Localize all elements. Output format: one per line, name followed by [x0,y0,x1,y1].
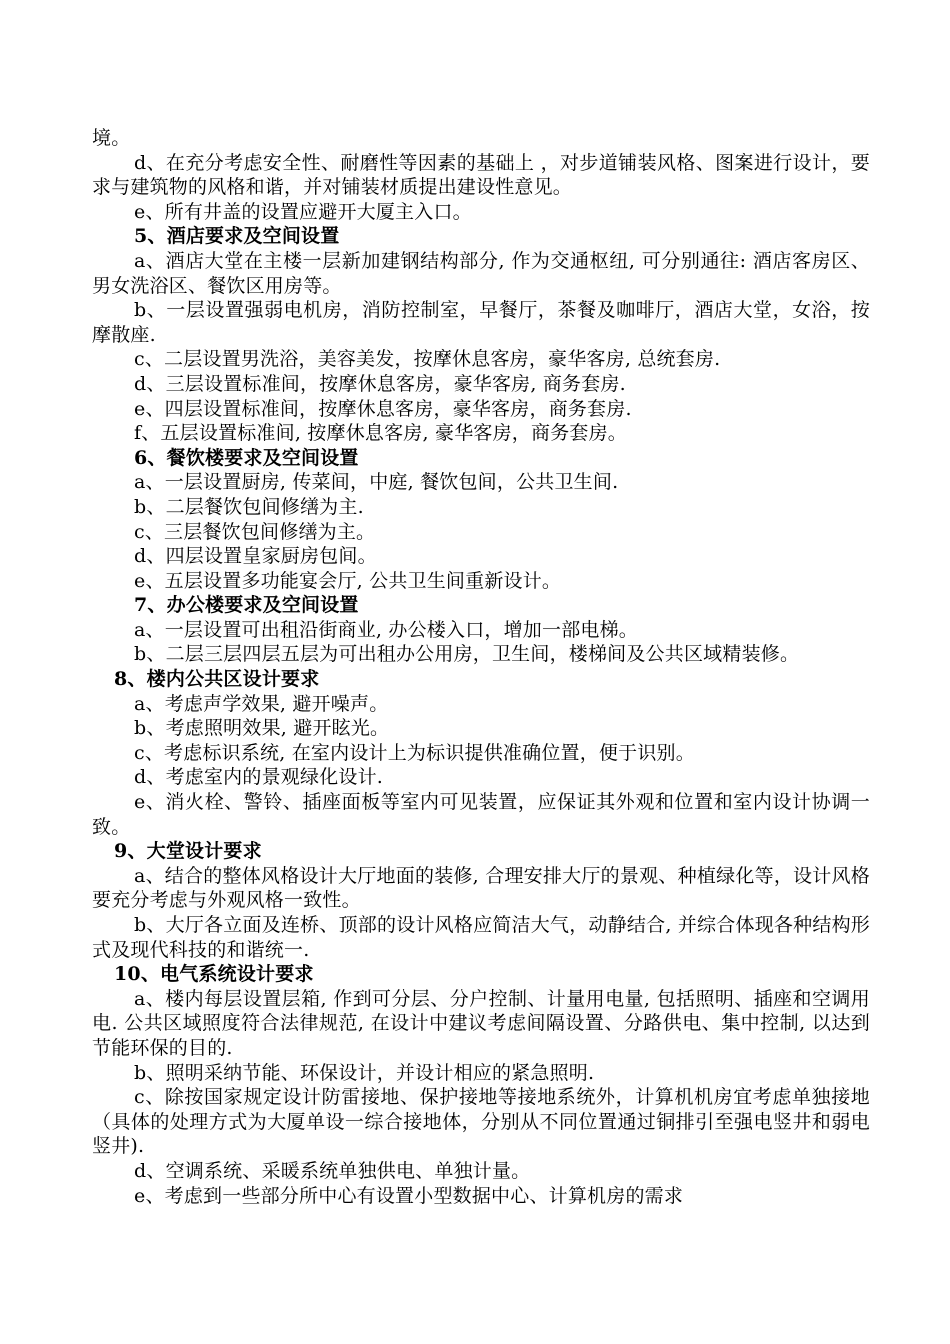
list-item: e、五层设置多功能宴会厅, 公共卫生间重新设计。 [134,569,562,592]
list-item: e、所有井盖的设置应避开大厦主入口。 [134,200,472,223]
list-item: c、三层餐饮包间修缮为主。 [134,520,376,543]
list-item: c、二层设置男洗浴，美容美发，按摩休息客房，豪华客房, 总统套房. [134,348,721,371]
section-heading: 7、办公楼要求及空间设置 [134,594,359,617]
list-item: a、一层设置可出租沿街商业, 办公楼入口，增加一部电梯。 [134,618,639,641]
section-heading: 5、酒店要求及空间设置 [134,225,340,248]
section-heading: 8、楼内公共区设计要求 [114,668,320,691]
document-body [92,126,870,1208]
list-item: f、五层设置标准间, 按摩休息客房, 豪华客房，商务套房。 [134,422,627,445]
list-item: a、考虑声学效果, 避开噪声。 [134,692,389,715]
list-item: a、一层设置厨房, 传菜间，中庭, 餐饮包间，公共卫生间. [134,471,619,494]
list-item: b、考虑照明效果, 避开眩光。 [134,717,390,740]
list-item: e、四层设置标准间，按摩休息客房，豪华客房，商务套房. [134,397,632,420]
list-item: d、四层设置皇家厨房包间。 [134,545,377,568]
list-item: c、考虑标识系统, 在室内设计上为标识提供准确位置，便于识别。 [134,741,695,764]
section-heading: 10、电气系统设计要求 [114,963,314,986]
list-item: b、二层三层四层五层为可出租办公用房，卫生间，楼梯间及公共区域精装修。 [134,643,800,666]
list-item: d、空调系统、采暖系统单独供电、单独计量。 [134,1159,531,1182]
list-item: b、一层设置强弱电机房，消防控制室，早餐厅，茶餐及咖啡厅，酒店大堂，女浴，按摩散座. [92,299,870,346]
list-item: d、三层设置标准间，按摩休息客房，豪华客房, 商务套房. [134,372,626,395]
section-heading: 9、大堂设计要求 [114,840,262,863]
list-item: b、二层餐饮包间修缮为主. [134,495,364,518]
list-item: d、在充分考虑安全性、耐磨性等因素的基础上 ，对步道铺装风格、图案进行设计，要求与建筑物的风格和谐，并对铺装材质提出建设性意见。 [92,151,870,199]
list-item: e、考虑到一些部分所中心有设置小型数据中心、计算机房的需求 [134,1184,684,1207]
list-item: c、除按国家规定设计防雷接地、保护接地等接地系统外，计算机机房宜考虑单独接地（具体的处理方式为大厦单设一综合接地体，分别从不同位置通过铜排引至强电竖井和弱电竖井). [92,1086,870,1158]
list-item: a、酒店大堂在主楼一层新加建钢结构部分, 作为交通枢纽, 可分别通往: 酒店客房区、男女洗浴区、餐饮区用房等。 [92,249,870,297]
list-item: b、照明采纳节能、环保设计，并设计相应的紧急照明. [134,1061,595,1084]
paragraph-continuation: 境。 [92,127,131,149]
list-item: a、楼内每层设置层箱, 作到可分层、分户控制、计量用电量, 包括照明、插座和空调用电. 公共区域照度符合法律规范, 在设计中建议考虑间隔设置、分路供电、集中控制, 以达到节能环保的目的. [92,987,870,1059]
section-heading: 6、餐饮楼要求及空间设置 [134,446,359,469]
list-item: d、考虑室内的景观绿化设计. [134,766,384,789]
list-item: a、结合的整体风格设计大厅地面的装修, 合理安排大厅的景观、种植绿化等，设计风格要充分考虑与外观风格一致性。 [92,864,870,912]
list-item: e、消火栓、警铃、插座面板等室内可见装置，应保证其外观和位置和室内设计协调一致。 [92,791,870,838]
list-item: b、大厅各立面及连桥、顶部的设计风格应简洁大气，动静结合, 并综合体现各种结构形式及现代科技的和谐统一. [92,914,870,961]
